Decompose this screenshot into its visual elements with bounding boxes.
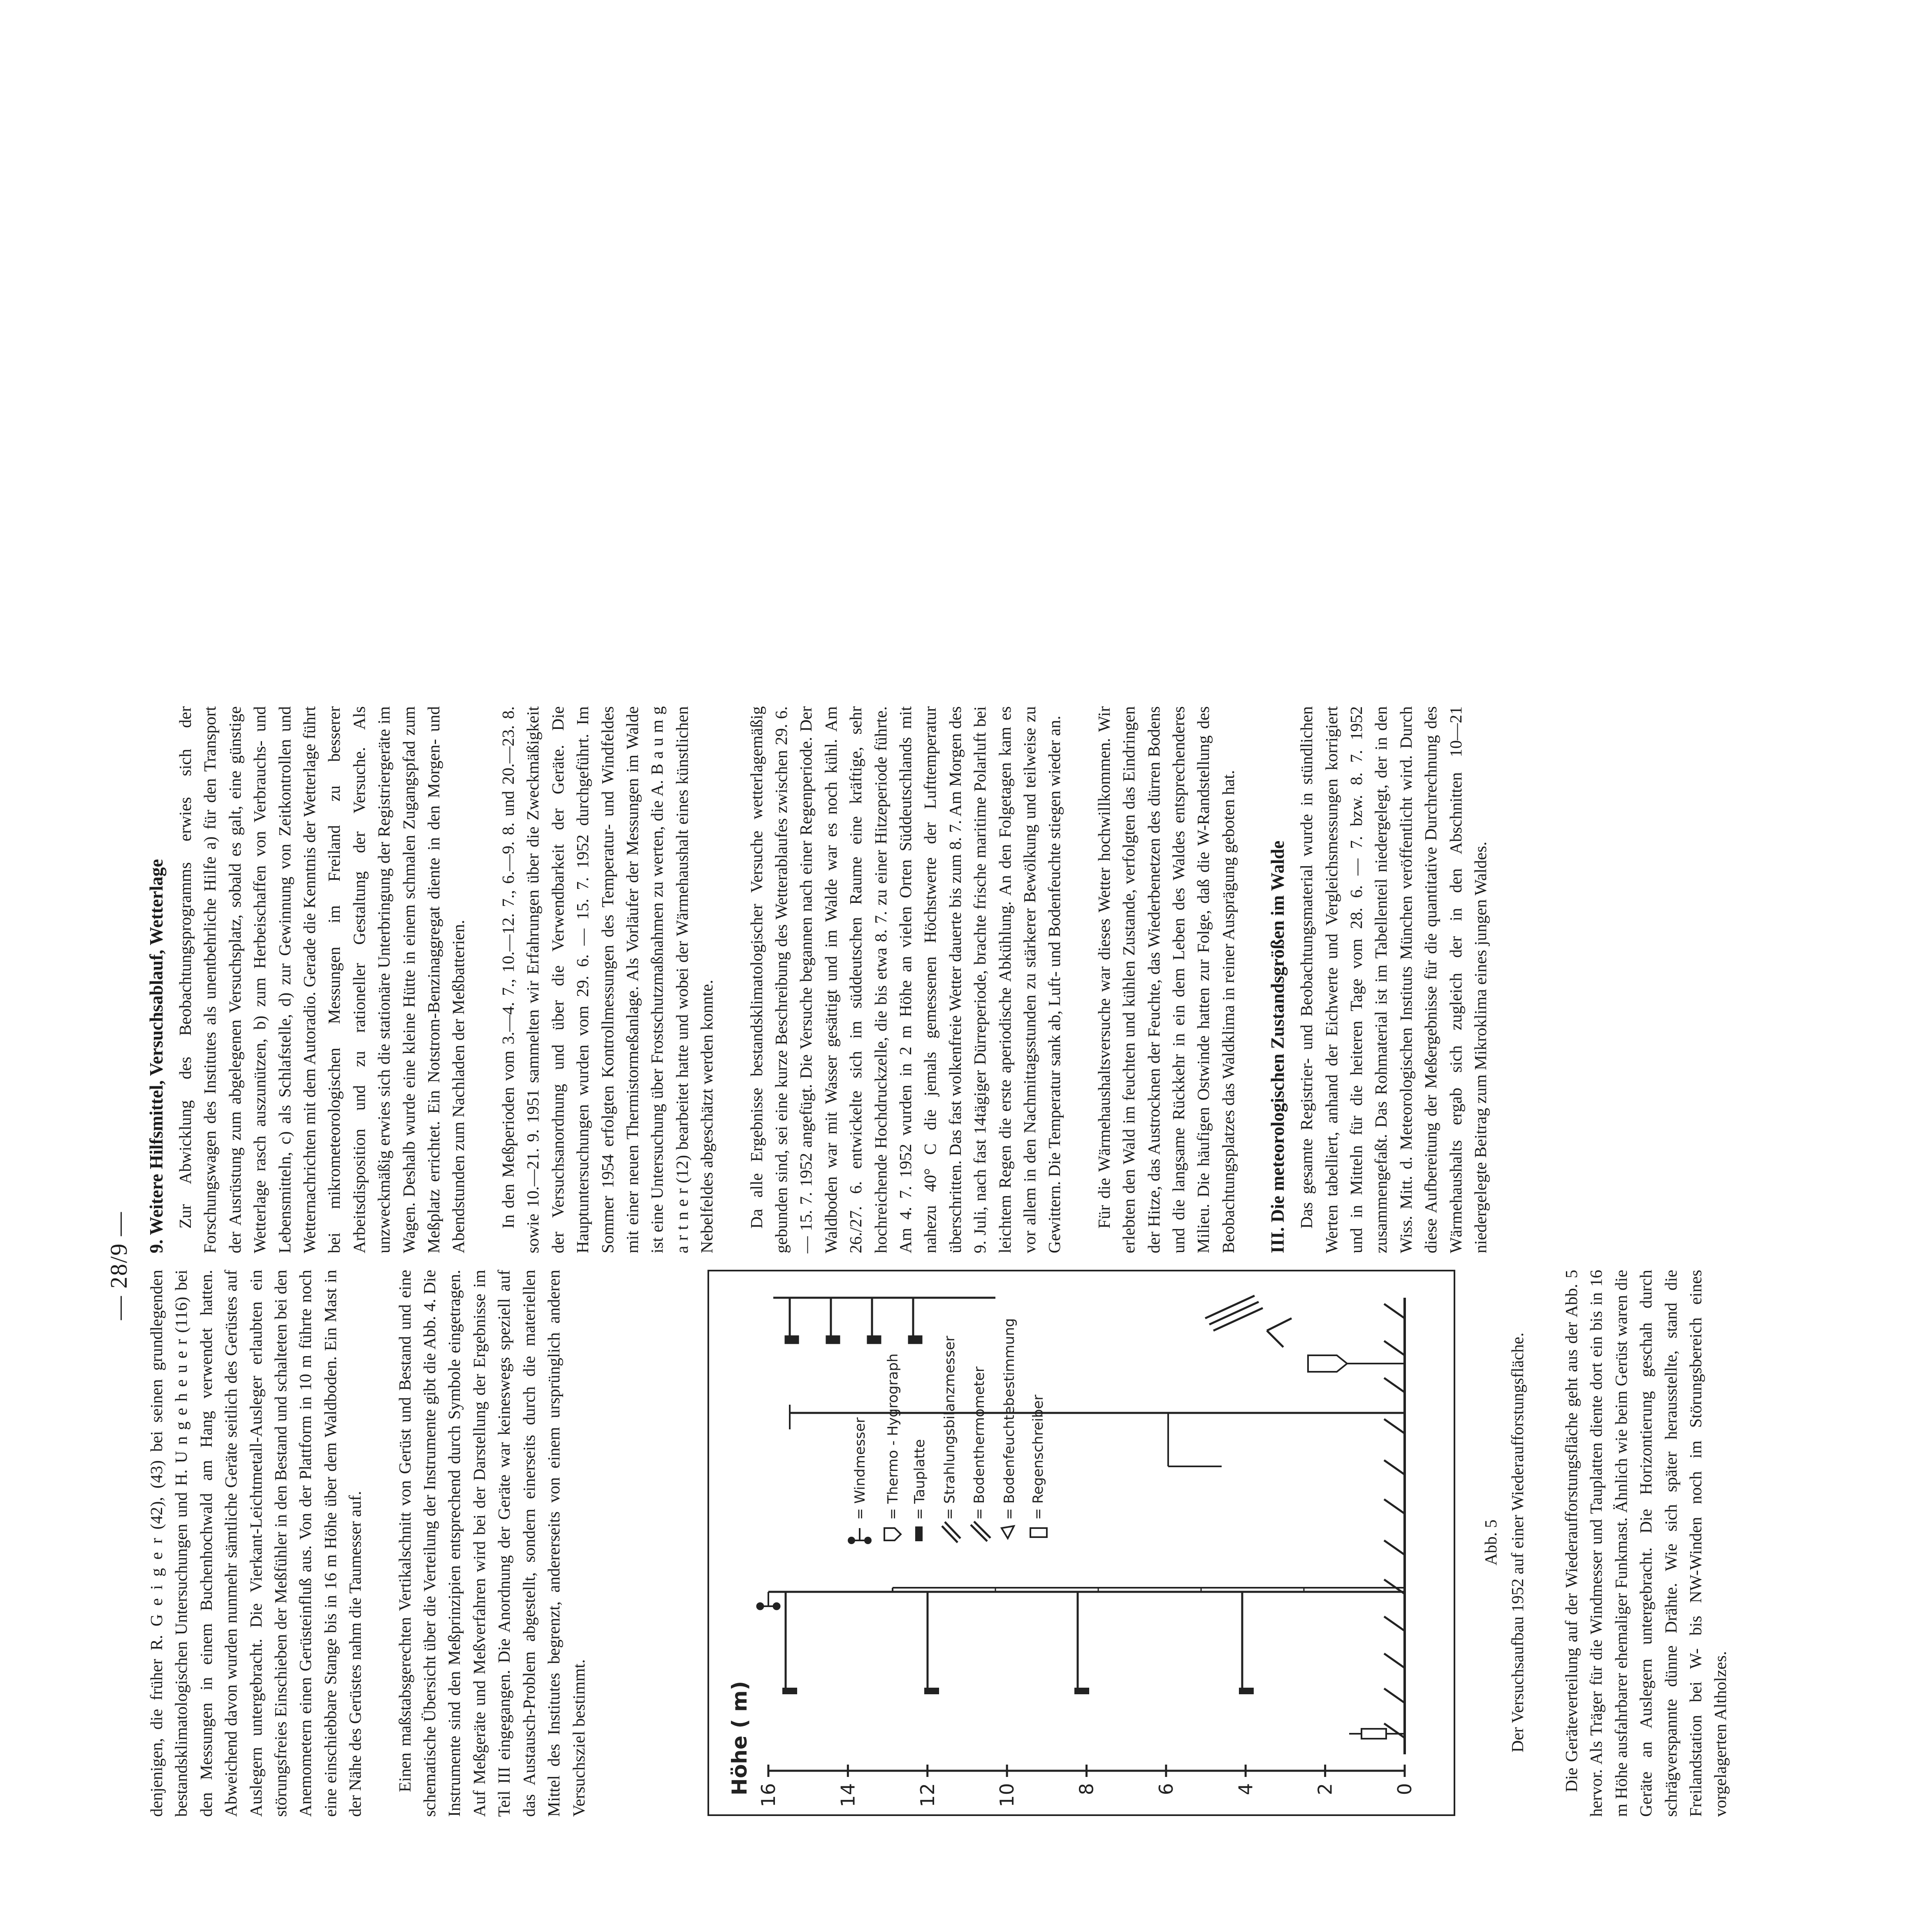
left-paragraph-1: denjenigen, die früher R. G e i g e r (42), (43) bei seinen grundlegenden bestandsklimatologischen Untersuchungen und H. U n g e h e u e r (116) bei den Messungen in einem Buchenhochwald am Hang verwendet hatten. Abweichend davon wurden nunmehr sämtliche Geräte seitlich des Gerüstes auf Auslegern untergebracht. Die Vierkant-Leichtmetall-Ausleger erlaubten ein störungsfreies Einschieben der Meßfühler in den Bestand und schalteten bei den Anemometern einen Gerüsteinfluß aus. Von der Plattform in 10 m führte noch eine einschiebbare Stange bis in 16 m Höhe über dem Waldboden. Ein Mast in der Nähe des Gerüstes nahm die Taumesser auf. — [147, 1270, 365, 1817]
legend-label: = Regenschreiber — [1030, 1394, 1046, 1520]
y-tick-label: 14 — [837, 1783, 859, 1807]
legend-item-bodenthermometer — [971, 1366, 990, 1541]
figure-number: Abb. 5 — [1481, 1519, 1500, 1566]
right-paragraph-4: Für die Wärmehaushaltsversuche war dieses Wetter hochwillkommen. Wir erlebten den Wald im feuchten und kühlen Zustande, verfolgten das Eindringen der Hitze, das Austrocknen der Feuchte, das Wiederbenetzen des dürren Bodens und die langsame Rückkehr in ein dem Leben des Waldes entsprechenderes Milieu. Die häufigen Ostwinde hatten zur Folge, daß die W-Randstellung des Beobachtungsplatzes das Waldklima in reiner Ausprägung geboten hat. — [1094, 706, 1238, 1253]
y-tick-label: 10 — [996, 1783, 1018, 1807]
rotated-page — [0, 597, 1932, 1932]
section-heading-9: 9. Weitere Hilfsmittel, Versuchsablauf, Wetterlage — [146, 859, 167, 1253]
right-paragraph-2: In den Meßperioden vom 3.—4. 7., 10.—12. 7., 6.—9. 8. und 20.—23. 8. sowie 10.—21. 9. 1951 sammelten wir Erfahrungen über die Zweckmäßigkeit der Versuchsanordnung und über die Verwendbarkeit der Geräte. Die Hauptuntersuchungen wurden vom 29. 6. — 15. 7. 1952 durchgeführt. Im Sommer 1954 erfolgten Kontrollmessungen des Temperatur- und Windfeldes mit einer neuen Thermistormeßanlage. Als Vorläufer der Messungen im Walde ist eine Untersuchung über Frostschutzmaßnahmen zu werten, die A. B a u m g a r t n e r (12) bearbeitet hatte und wobei der Wärmehaushalt eines künstlichen Nebelfeldes abgeschätzt werden konnte. — [498, 706, 717, 1253]
right-paragraph-3: Da alle Ergebnisse bestandsklimatologischer Versuche wetterlagemäßig gebunden sind, sei eine kurze Beschreibung des Wetterablaufes zwischen 29. 6. — 15. 7. 1952 angefügt. Die Versuche begannen nach einer Regenperiode. Der Waldboden war mit Wasser gesättigt und im Walde war es noch kühl. Am 26./27. 6. entwickelte sich im süddeutschen Raume eine kräftige, sehr hochreichende Hochdruckzelle, die bis etwa 8. 7. zu einer Hitzeperiode führte. Am 4. 7. 1952 wurden in 2 m Höhe an vielen Orten Süddeutschlands mit nahezu 40° C die jemals gemessenen Höchstwerte der Lufttemperatur überschritten. Das fast wolkenfreie Wetter dauerte bis zum 8. 7. Am Morgen des 9. Juli, nach fast 14tägiger Dürreperiode, brachte frische maritime Polarluft bei leichtem Regen die erste aperiodische Abkühlung. An den Folgetagen kam es vor allem in den Nachmittagsstunden zu stärkerer Bewölkung und teilweise zu Gewittern. Die Temperatur sank ab, Luft- und Bodenfeuchte stiegen wieder an. — [747, 706, 1064, 1253]
left-column — [144, 1270, 591, 1817]
legend-item-regenschreiber — [1030, 1395, 1047, 1537]
legend-item-windmesser — [848, 1417, 872, 1544]
legend-label: = Bodenthermometer — [971, 1366, 988, 1520]
figure-diagram — [707, 1269, 1456, 1816]
legend-item-thermo-hygrograph — [884, 1353, 901, 1540]
tauplatte-icon — [782, 1688, 1254, 1694]
figure-caption: Der Versuchsaufbau 1952 auf einer Wiederaufforstungsfläche. — [1508, 1332, 1527, 1753]
figure-5 — [707, 1269, 1464, 1816]
strahlungsbilanzmesser-icon — [1205, 1296, 1263, 1331]
legend — [848, 1318, 1047, 1544]
legend-label: = Windmesser — [852, 1417, 868, 1520]
mast — [768, 1588, 1405, 1592]
legend-label: = Thermo - Hygrograph — [885, 1353, 901, 1520]
y-axis-title: Höhe ( m) — [728, 1681, 751, 1795]
legend-item-bodenfeuchtebestimmung — [1001, 1318, 1018, 1538]
regenschreiber-icon — [1349, 1729, 1405, 1739]
y-tick-label: 8 — [1075, 1783, 1098, 1795]
right-paragraph-5: Das gesamte Registrier- und Beobachtungsmaterial wurde in stündlichen Werten tabelliert, anhand der Eichwerte und Vergleichsmessungen korrigiert und in Mitteln für die heiteren Tage vom 28. 6. — 7. bzw. 8. 7. 1952 zusammengefaßt. Das Rohmaterial ist im Tabellenteil niedergelegt, der in den Wiss. Mitt. d. Meteorologischen Instituts München veröffentlicht wird. Durch diese Aufbereitung der Meßergebnisse für die quantitative Durchrechnung des Wärmehaushalts ergab sich zugleich der in den Abschnitten 10—21 niedergelegte Beitrag zum Mikroklima eines jungen Waldes. — [1297, 706, 1490, 1253]
left-paragraph-3: Die Geräteverteilung auf der Wiederaufforstungsfläche geht aus der Abb. 5 hervor. Als Träger für die Windmesser und Tauplatten diente dort ein bis in 16 m Höhe ausfahrbarer ehemaliger Funkmast. Ähnlich wie beim Gerüst waren die Geräte an Auslegern untergebracht. Die Horizontierung geschah durch schrägverspannte dünne Drähte. Wie sich später herausstellte, stand die Freilandstation bei W- bis NW-Winden noch im Störungsbereich eines vorgelagerten Altholzes. — [1562, 1270, 1730, 1817]
y-tick-label: 0 — [1394, 1783, 1416, 1795]
left-paragraph-2: Einen maßstabsgerechten Vertikalschnitt von Gerüst und Bestand und eine schematische Übersicht über die Verteilung der Instrumente gibt die Abb. 4. Die Instrumente sind den Meßprinzipien entsprechend durch Symbole eingetragen. Auf Meßgeräte und Meßverfahren wird bei der Darstellung der Ergebnisse im Teil III eingegangen. Die Anordnung der Geräte war keineswegs speziell auf das Austausch-Problem abgestellt, sondern einerseits durch die materiellen Mittel des Institutes begrenzt, andererseits von einem ursprünglich anderen Versuchsziel bestimmt. — [395, 1270, 588, 1817]
y-axis-tick-labels — [757, 1783, 1416, 1807]
page-number: — 28/9 — — [105, 1211, 132, 1320]
right-column — [144, 706, 1493, 1253]
legend-label: = Tauplatte — [911, 1439, 928, 1520]
legend-item-strahlungsbilanzmesser — [942, 1336, 960, 1543]
right-mast — [790, 1405, 1405, 1466]
left-bottom-text — [1559, 1270, 1733, 1817]
ground-hatching — [1384, 1304, 1405, 1738]
y-tick-label: 16 — [757, 1783, 779, 1807]
tauplatten-rack — [773, 1298, 995, 1343]
y-tick-label: 12 — [916, 1783, 939, 1807]
legend-label: = Bodenfeuchtebestimmung — [1001, 1318, 1018, 1520]
right-paragraph-1: Zur Abwicklung des Beobachtungsprogramms erwies sich der Forschungswagen des Institutes als unentbehrliche Hilfe a) für den Transport der Ausrüstung zum abgelegenen Versuchsplatz, sobald es galt, eine günstige Wetterlage rasch auszunützen, b) zum Herbeischaffen von Verbrauchs- und Lebensmitteln, c) als Schlafstelle, d) zur Gewinnung von Zeitkontrollen und Wetternachrichten mit dem Autoradio. Gerade die Kenntnis der Wetterlage führt bei mikrometeorologischen Messungen im Freiland zu besserer Arbeitsdisposition und zu rationeller Gestaltung der Versuche. Als unzweckmäßig erwies sich die stationäre Unterbringung der Registriergeräte im Wagen. Deshalb wurde eine kleine Hütte in einem schmalen Zugangspfad zum Meßplatz errichtet. Ein Notstrom-Benzinaggregat diente in den Morgen- und Abendstunden zum Nachladen der Meßbatterien. — [176, 706, 468, 1253]
thermo-hygrograph-icon — [1308, 1355, 1405, 1372]
y-tick-label: 6 — [1155, 1783, 1177, 1795]
bodenthermometer-icon — [1267, 1318, 1292, 1347]
section-heading-III: III. Die meteorologischen Zustandsgrößen im Walde — [1267, 840, 1288, 1253]
legend-item-tauplatte — [911, 1439, 928, 1541]
y-tick-label: 4 — [1234, 1783, 1257, 1795]
legend-label: = Strahlungsbilanzmesser — [942, 1336, 958, 1520]
mast-booms — [786, 1592, 1242, 1691]
y-tick-label: 2 — [1314, 1783, 1336, 1795]
windmesser-icon — [756, 1592, 780, 1610]
